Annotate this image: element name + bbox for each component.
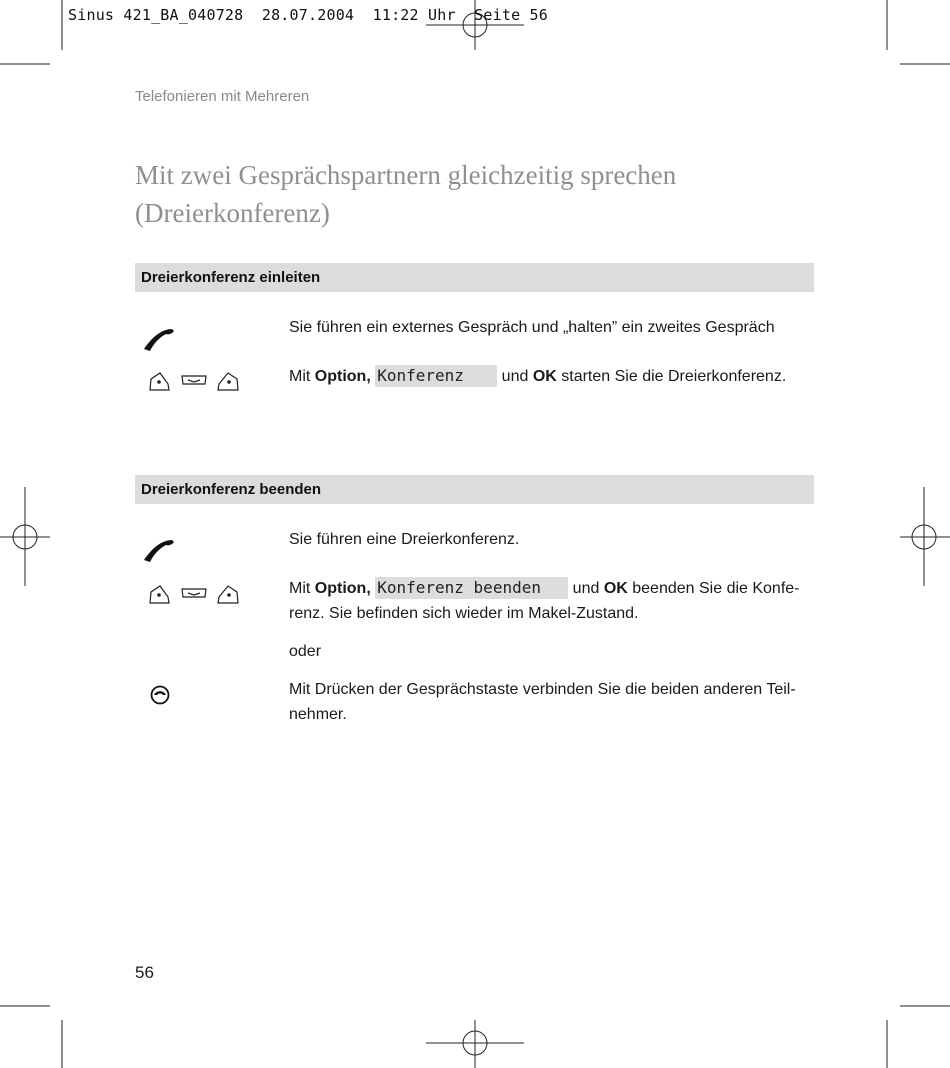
text-fragment: und bbox=[501, 368, 533, 385]
text-fragment: beenden Sie die Konfe-renz. Sie befinden sich wieder im Makel-Zustand. bbox=[289, 580, 800, 622]
display-menu-item: Konferenz beenden bbox=[375, 577, 568, 599]
section-heading-einleiten: Dreierkonferenz einleiten bbox=[135, 263, 814, 292]
step-text: Mit Drücken der Gesprächstaste verbinden Sie die beiden anderen Teil-nehmer. bbox=[289, 681, 796, 723]
key-label-ok: OK bbox=[603, 580, 628, 597]
handset-icon bbox=[142, 536, 176, 564]
softkey-buttons-icon bbox=[148, 370, 242, 392]
section-heading-beenden: Dreierkonferenz beenden bbox=[135, 475, 814, 504]
handset-icon bbox=[142, 325, 176, 353]
running-head: Telefonieren mit Mehreren bbox=[135, 88, 310, 105]
key-label-ok: OK bbox=[532, 368, 557, 385]
display-menu-item: Konferenz bbox=[375, 365, 497, 387]
page-title: Mit zwei Gesprächspartnern gleichzeitig sprechen (Dreierkonferenz) bbox=[135, 160, 677, 228]
key-label-option: Option, bbox=[314, 580, 371, 597]
print-header: Sinus 421_BA_040728 28.07.2004 11:22 Uhr Seite 56 bbox=[68, 6, 548, 24]
step-text bbox=[289, 576, 814, 626]
text-fragment: Mit bbox=[289, 580, 315, 597]
key-label-option: Option, bbox=[314, 368, 371, 385]
softkey-buttons-icon bbox=[148, 583, 242, 605]
text-fragment: starten Sie die Dreierkonferenz. bbox=[556, 368, 787, 385]
step-text: Sie führen ein externes Gespräch und „halten” ein zweites Gespräch bbox=[289, 319, 775, 336]
talk-key-icon bbox=[149, 684, 171, 706]
text-fragment: und bbox=[572, 580, 604, 597]
text-fragment: Mit bbox=[289, 368, 315, 385]
step-text: Sie führen eine Dreierkonferenz. bbox=[289, 531, 520, 548]
page-number: 56 bbox=[135, 963, 154, 982]
or-text: oder bbox=[289, 643, 322, 660]
step-text bbox=[289, 364, 814, 389]
